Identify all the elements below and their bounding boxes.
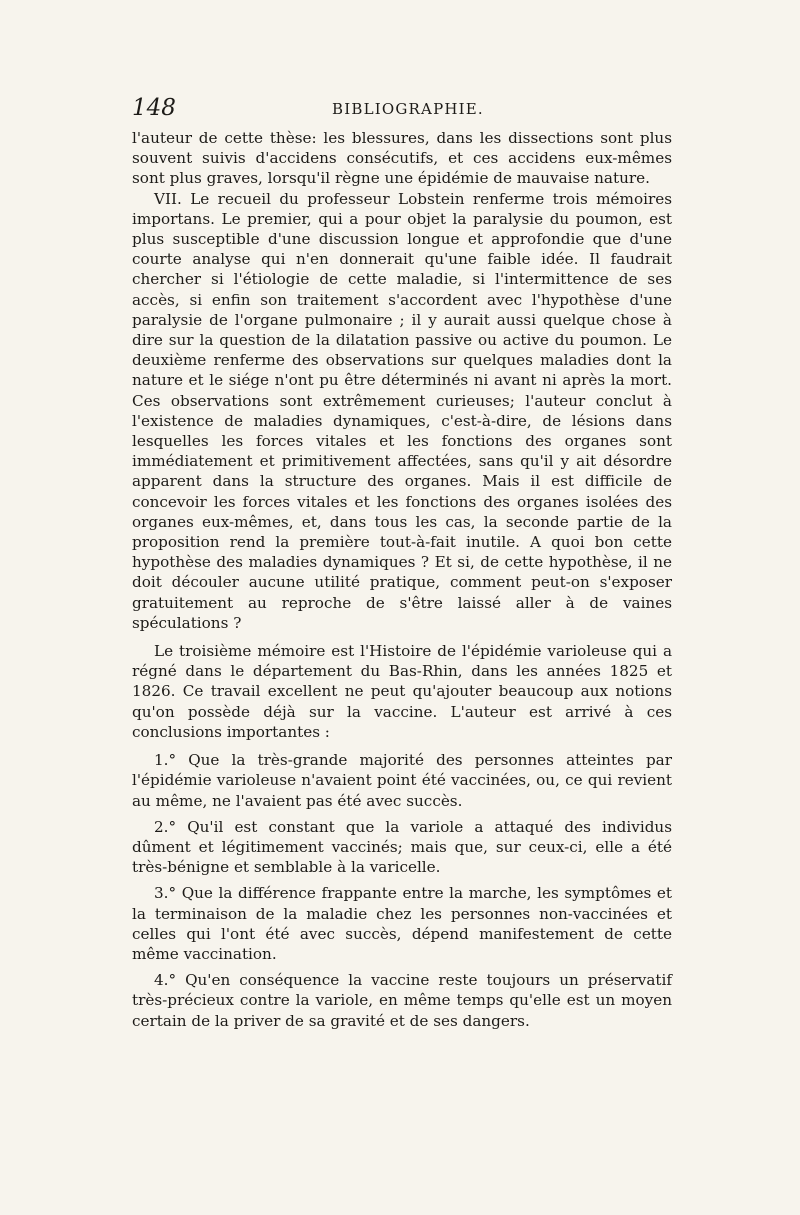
- page-header: [132, 95, 672, 125]
- paragraph-continued: l'auteur de cette thèse: les blessures, dans les dissections sont plus souvent suivis d'accidens consécutifs, et ces accidens eux-mêmes sont plus graves, lorsqu'il règne une épidémie de mauvaise nature.: [132, 129, 672, 188]
- conclusion-3: 3.° Que la différence frappante entre la marche, les symptômes et la terminaison de la maladie chez les personnes non-vaccinées et celles qui l'ont été avec succès, dépend manifestement de cette même vaccination.: [132, 884, 672, 963]
- conclusion-1: 1.° Que la très-grande majorité des personnes atteintes par l'épidémie varioleuse n'avaient point été vaccinées, ou, ce qui revient au même, ne l'avaient pas été avec succès.: [132, 751, 672, 810]
- conclusion-4: 4.° Qu'en conséquence la vaccine reste toujours un préservatif très-précieux contre la variole, en même temps qu'elle est un moyen certain de la priver de sa gravité et de ses dangers.: [132, 971, 672, 1030]
- running-head: BIBLIOGRAPHIE.: [332, 100, 484, 118]
- page-number: 148: [132, 95, 176, 121]
- conclusion-2: 2.° Qu'il est constant que la variole a attaqué des individus dûment et légitimement vaccinés; mais que, sur ceux-ci, elle a été très-bénigne et semblable à la varicelle.: [132, 817, 672, 877]
- body-text: [132, 128, 672, 1031]
- paragraph-lobstein-memoirs: VII. Le recueil du professeur Lobstein renferme trois mémoires importans. Le premier, qui a pour objet la paralysie du poumon, est plus susceptible d'une discussion longue et approfondie que d'une courte analyse qui n'en donnerait qu'une faible idée. Il faudrait chercher si l'étiologie de cette maladie, si l'intermittence de ses accès, si enfin son traitement s'accordent avec l'hypothèse d'une paralysie de l'organe pulmonaire ; il y aurait aussi quelque chose à dire sur la question de la dilatation passive ou active du poumon. Le deuxième renferme des observations sur quelques maladies dont la nature et le siége n'ont pu être déterminés ni avant ni après la mort. Ces observations sont extrêmement curieuses; l'auteur conclut à l'existence de maladies dynamiques, c'est-à-dire, de lésions dans lesquelles les forces vitales et les fonctions des organes sont immédiatement et primitivement affectées, sans qu'il y ait désordre apparent dans la structure des organes. Mais il est difficile de concevoir les forces vitales et les fonctions des organes isolées des organes eux-mêmes, et, dans tous les cas, la seconde partie de la proposition rend la première tout-à-fait inutile. A quoi bon cette hypothèse des maladies dynamiques ? Et si, de cette hypothèse, il ne doit découler aucune utilité pratique, comment peut-on s'exposer gratuitement au reproche de s'être laissé aller à de vaines spéculations ?: [132, 189, 672, 632]
- paragraph-third-memoir: Le troisième mémoire est l'Histoire de l'épidémie varioleuse qui a régné dans le département du Bas-Rhin, dans les années 1825 et 1826. Ce travail excellent ne peut qu'ajouter beaucoup aux notions qu'on possède déjà sur la vaccine. L'auteur est arrivé à ces conclusions importantes :: [132, 642, 672, 741]
